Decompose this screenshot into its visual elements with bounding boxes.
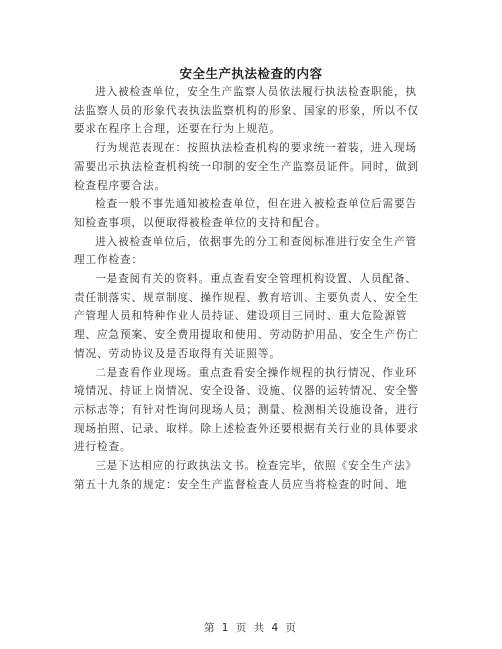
paragraph-line: 法监察人员的形象代表执法监察机构的形象、国家的形象，所以不仅: [74, 104, 419, 117]
paragraph-line: 进入被检查单位后，依据事先的分工和查阅标准进行安全生产管: [95, 235, 418, 248]
paragraph-line: 进入被检查单位，安全生产监察人员依法履行执法检查职能，执: [95, 86, 418, 98]
paragraph-line: 第五十九条的规定：安全生产监督检查人员应当将检查的时间、地: [74, 478, 408, 491]
paragraph-line: 示标志等；有针对性询问现场人员；测量、检测相关设施设备，进行: [74, 403, 419, 416]
paragraph-line: 情况、劳动协议及是否取得有关证照等。: [74, 347, 281, 360]
paragraph-line: 责任制落实、规章制度、操作规程、教育培训、主要负责人、安全生: [74, 291, 419, 304]
paragraph-line: 检查一般不事先通知被检查单位，但在进入被检查单位后需要告: [95, 198, 418, 211]
paragraph-4: [74, 233, 440, 270]
paragraph-line: 一是查阅有关的资料。重点查看安全管理机构设置、人员配备、: [95, 273, 418, 286]
paragraph-line: 现场拍照、记录、取样。除上述检查外还要根据有关行业的具体要求: [74, 422, 419, 435]
paragraph-line: 检查程序要合法。: [74, 179, 166, 192]
paragraph-line: 需要出示执法检查机构统一印制的安全生产监察员证件。同时，做到: [74, 160, 419, 173]
paragraph-line: 境情况、持证上岗情况、安全设备、设施、仪器的运转情况、安全警: [74, 385, 419, 398]
page-number-footer: 第 1 页 共 4 页: [203, 622, 299, 634]
paragraph-line: 行为规范表现在：按照执法检查机构的要求统一着装，进入现场: [95, 142, 418, 155]
paragraph-7: [74, 457, 440, 494]
document-body: [74, 83, 440, 494]
paragraph-line: 产管理人员和特种作业人员持证、建设项目三同时、重大危险源管: [74, 310, 408, 323]
document-title: 安全生产执法检查的内容: [179, 66, 323, 81]
paragraph-6: [74, 364, 440, 458]
paragraph-1: [74, 83, 440, 139]
paragraph-5: [74, 270, 440, 364]
paragraph-line: 理、应急预案、安全费用提取和使用、劳动防护用品、安全生产伤亡: [74, 329, 419, 342]
paragraph-line: 要求在程序上合理，还要在行为上规范。: [74, 123, 281, 136]
paragraph-line: 二是查看作业现场。重点查看安全操作规程的执行情况、作业环: [95, 366, 418, 379]
paragraph-2: [74, 139, 440, 195]
paragraph-3: [74, 195, 440, 232]
paragraph-line: 进行检查。: [74, 441, 132, 454]
paragraph-line: 三是下达相应的行政执法文书。检查完毕，依照《安全生产法》: [95, 460, 418, 473]
paragraph-line: 理工作检查：: [74, 254, 143, 267]
paragraph-line: 知检查事项，以便取得被检查单位的支持和配合。: [74, 216, 327, 229]
